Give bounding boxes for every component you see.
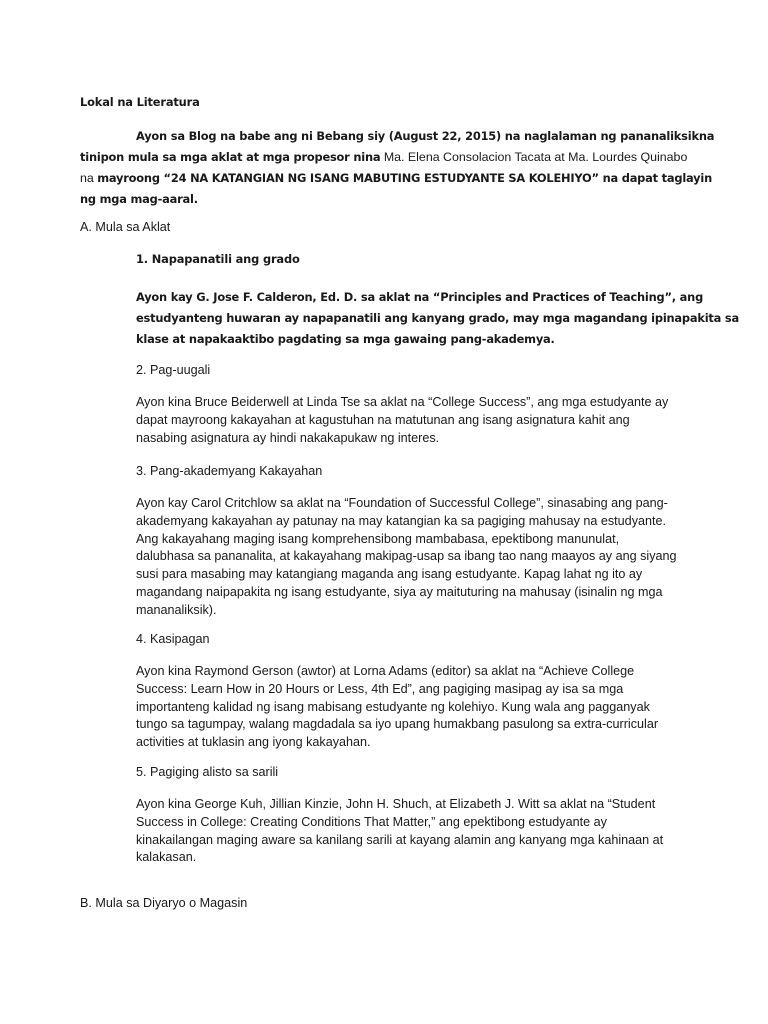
item-line: dapat mayroong kakayahan at kagustuhan na matutunan ang isang asignatura kahit ang (136, 412, 630, 427)
item-title: 1. Napapanatili ang grado (136, 252, 300, 266)
item-title: 2. Pag-uugali (136, 363, 211, 377)
item-line: Ang kakayahang maging isang komprehensibong mambabasa, epektibong manunulat, (136, 531, 620, 546)
intro-line-part: mayroong “24 NA KATANGIAN NG ISANG MABUTING ESTUDYANTE SA KOLEHIYO” na dapat taglayin (97, 171, 712, 185)
subsection-b-heading: B. Mula sa Diyaryo o Magasin (80, 896, 248, 910)
item-paragraph (136, 796, 676, 867)
intro-line (80, 147, 700, 168)
item-title: 5. Pagiging alisto sa sarili (136, 765, 279, 779)
intro-line (80, 168, 712, 189)
item-line: kalakasan. (136, 850, 197, 865)
intro-line: Ayon sa Blog na babe ang ni Bebang siy (August 22, 2015) na naglalaman ng pananaliksikna (136, 129, 715, 143)
item-line: activities at tuklasin ang iyong kakayahan. (136, 735, 371, 750)
item-paragraph (136, 287, 739, 350)
item-paragraph (136, 394, 676, 447)
item-line: Success: Learn How in 20 Hours or Less, 4th Ed”, ang pagiging masipag ay isa sa mga (136, 681, 624, 696)
item-paragraph (136, 495, 676, 620)
item-line: Ayon kina Bruce Beiderwell at Linda Tse sa aklat na “College Success”, ang mga estudyante ay (136, 395, 669, 409)
item-line: importanteng kalidad ng isang mabisang estudyante ng kolehiyo. Kung wala ang pagganyak (136, 699, 650, 714)
item-line: Ayon kay Carol Critchlow sa aklat na “Foundation of Successful College”, sinasabing ang pang- (136, 496, 668, 510)
intro-line-part: tinipon mula sa mga aklat at mga propesor nina (80, 150, 381, 164)
item-title: 3. Pang-akademyang Kakayahan (136, 464, 323, 478)
item-title: 4. Kasipagan (136, 632, 210, 646)
intro-line-part: Ma. Elena Consolacion Tacata at Ma. Lourdes Quinabo (380, 150, 688, 164)
item-line: estudyanteng huwaran ay napapanatili ang kanyang grado, may mga magandang ipinapakita sa (136, 311, 739, 325)
intro-line-part: na (80, 171, 98, 185)
item-line: akademyang kakayahan ay patunay na may katangian ka sa pagiging mahusay na estudyante. (136, 513, 666, 528)
item-line: klase at napakaaktibo pagdating sa mga gawaing pang-akademya. (136, 332, 555, 346)
item-line: kinakailangan maging aware sa kanilang sarili at kayang alamin ang kanyang mga kahinaan at (136, 832, 664, 847)
item-line: magandang naipapakita ng isang estudyante, siya ay maituturing na mahusay (isinalin ng mga (136, 584, 663, 599)
item-line: Ayon kina George Kuh, Jillian Kinzie, John H. Shuch, at Elizabeth J. Witt sa aklat na “Student (136, 797, 656, 811)
item-line: tungo sa tagumpay, walang magdadala sa iyo upang humakbang pasulong sa extra-curricular (136, 717, 659, 732)
item-line: nasabing asignatura ay hindi nakakapukaw ng interes. (136, 430, 440, 445)
item-line: mananaliksik). (136, 602, 217, 617)
item-line: Success in College: Creating Conditions That Matter,” ang epektibong estudyante ay (136, 814, 607, 829)
subsection-a-heading: A. Mula sa Aklat (80, 220, 171, 234)
item-line: susi para masabing may katangiang maganda ang isang estudyante. Kapag lahat ng ito ay (136, 567, 643, 582)
intro-paragraph (80, 126, 715, 210)
item-line: dalubhasa sa pananalita, at kakayahang makipag-usap sa ibang tao nang maayos ay ang siyang (136, 549, 677, 564)
section-heading: Lokal na Literatura (80, 95, 200, 109)
item-paragraph (136, 663, 676, 752)
intro-line: ng mga mag-aaral. (80, 192, 198, 206)
item-line: Ayon kina Raymond Gerson (awtor) at Lorna Adams (editor) sa aklat na “Achieve College (136, 664, 635, 678)
item-line: Ayon kay G. Jose F. Calderon, Ed. D. sa aklat na “Principles and Practices of Teaching”, ang (136, 290, 704, 304)
